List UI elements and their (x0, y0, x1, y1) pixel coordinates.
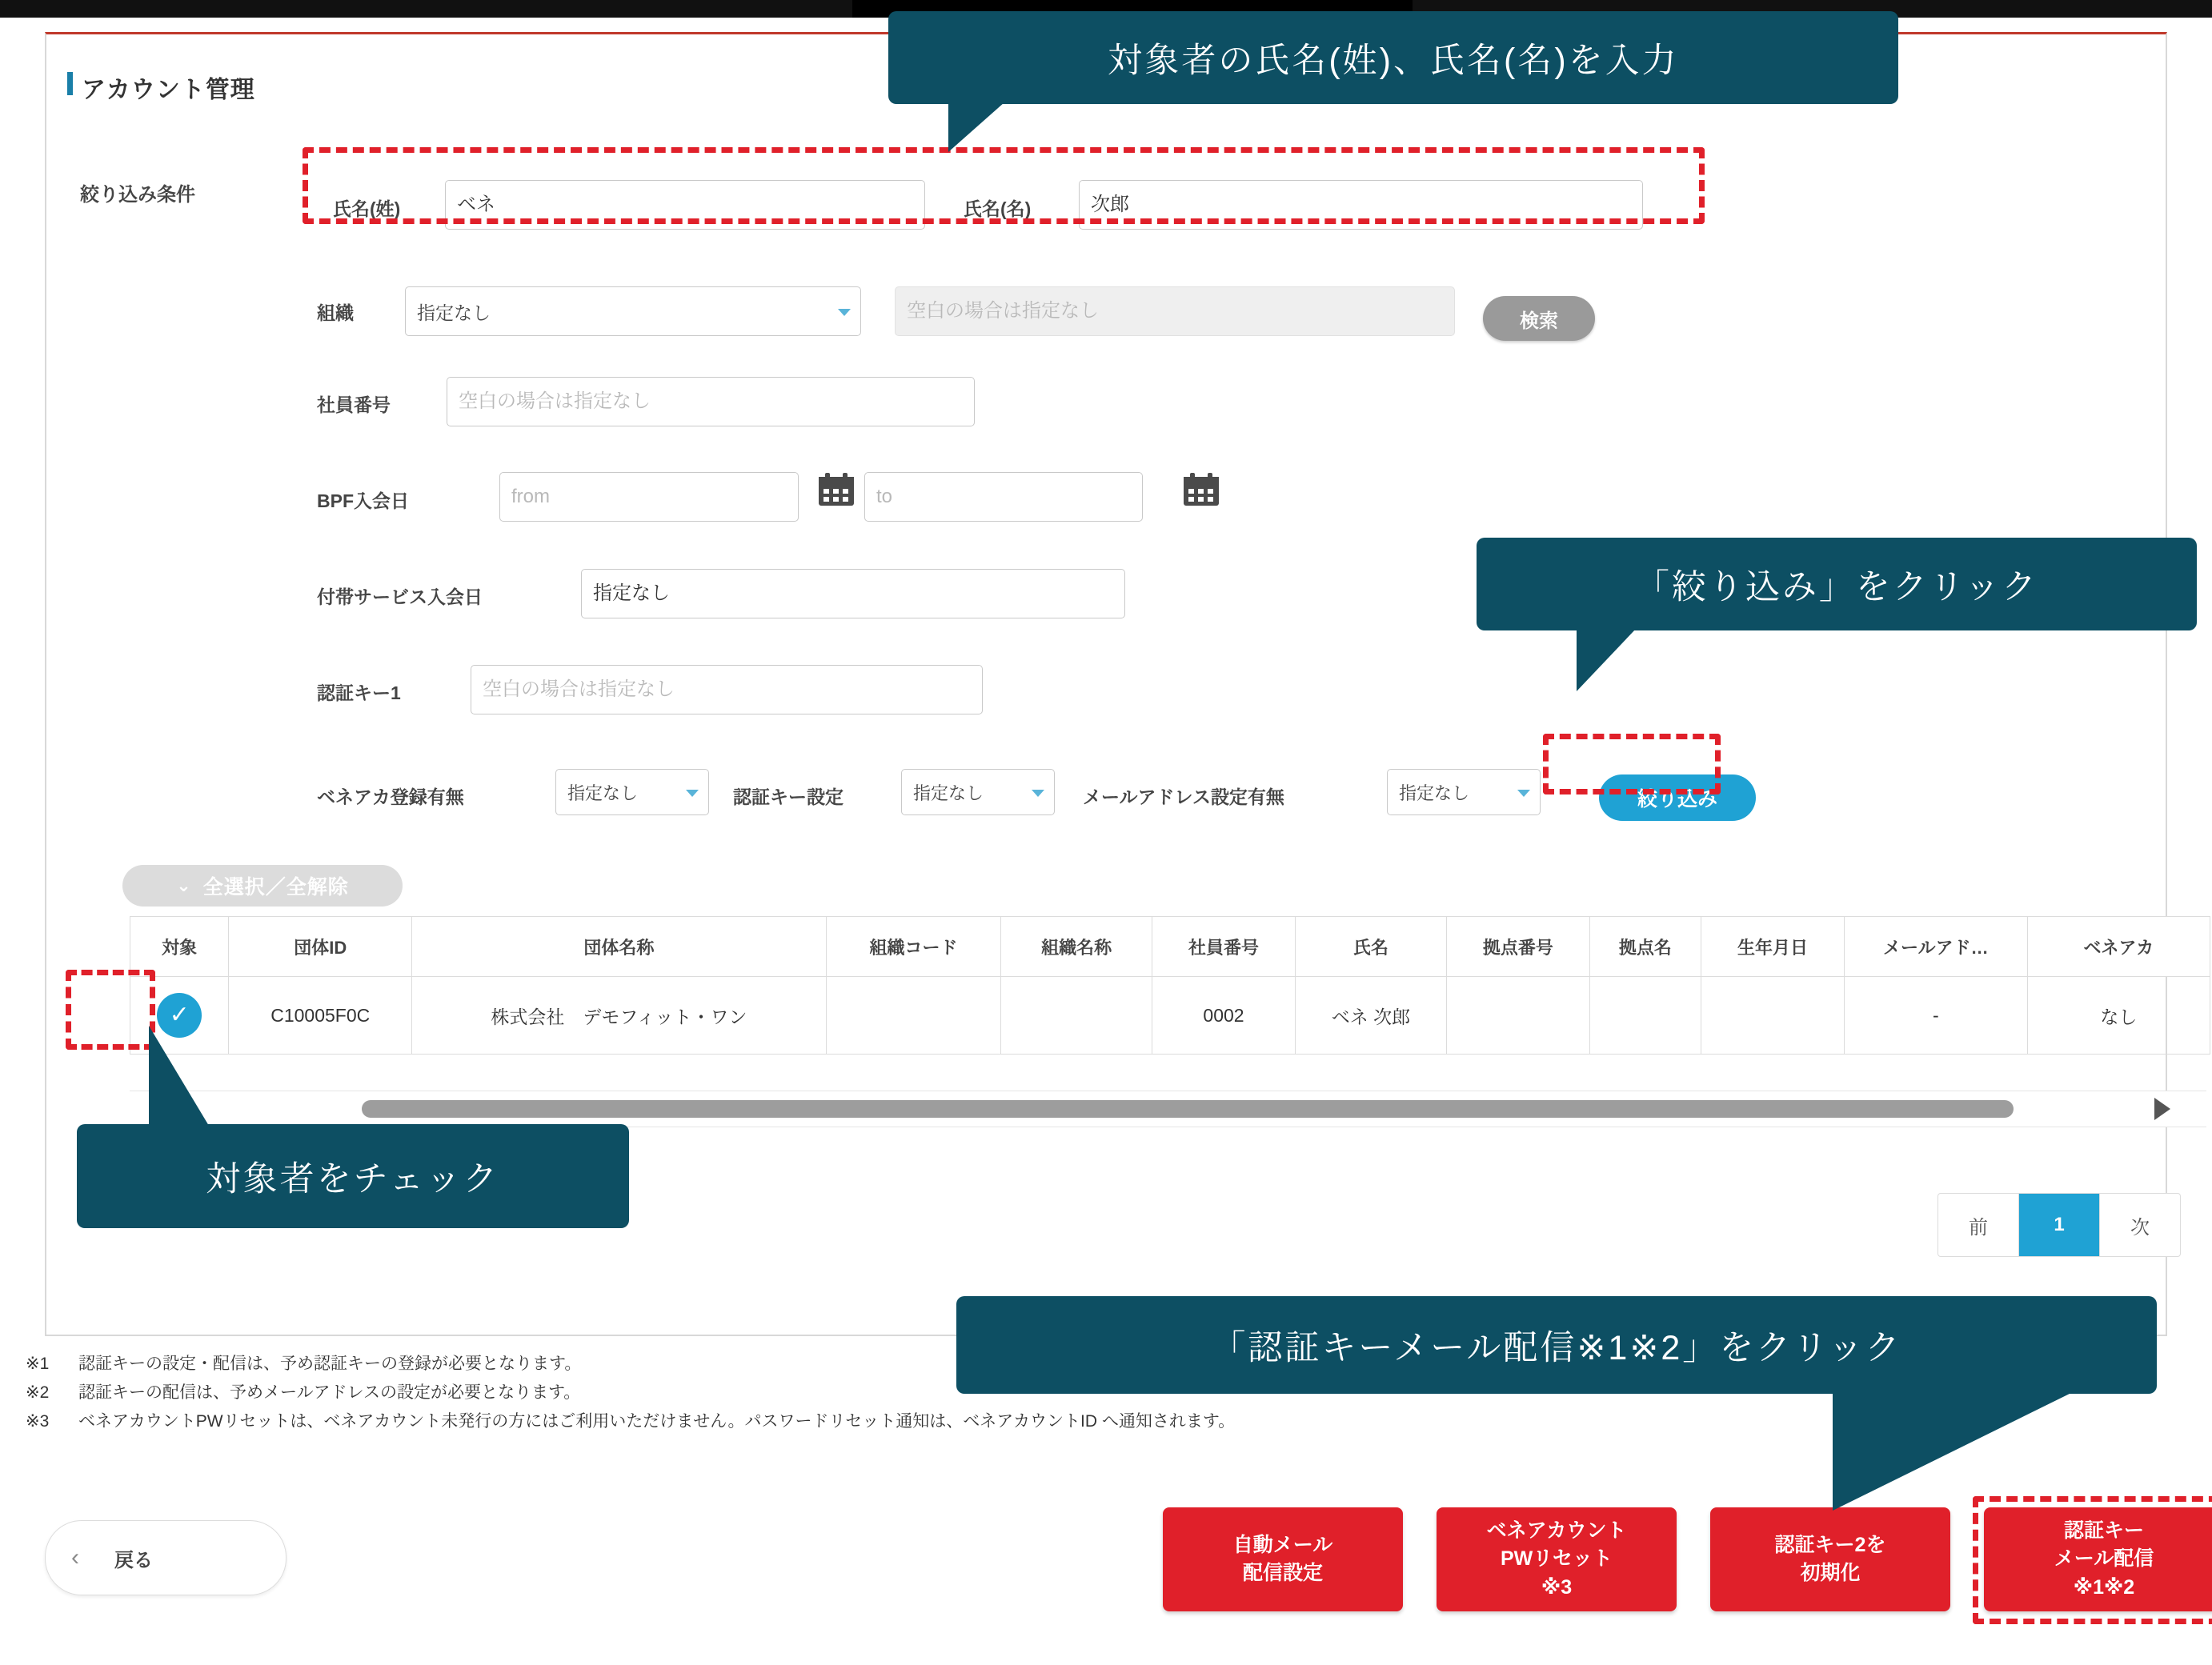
cell-group-name: 株式会社 デモフィット・ワン (412, 977, 827, 1055)
first-name-input[interactable]: 次郎 (1079, 180, 1643, 230)
callout-enter-name-tail (948, 102, 1004, 152)
auth-key-setting-select[interactable] (901, 769, 1055, 815)
last-name-input[interactable]: ベネ (445, 180, 925, 230)
org-text-input[interactable]: 空白の場合は指定なし (895, 286, 1455, 336)
col-org-name: 組織名称 (1001, 917, 1152, 977)
auth-key2-init-line1: 認証キー2を (1774, 1533, 1886, 1556)
col-base-no: 拠点番号 (1446, 917, 1589, 977)
cell-birthday (1701, 977, 1845, 1055)
auth-key1-input[interactable]: 空白の場合は指定なし (471, 665, 983, 714)
last-name-label: 氏名(姓) (333, 198, 401, 219)
col-name: 氏名 (1295, 917, 1446, 977)
callout-click-narrow-tail (1577, 629, 1636, 691)
scroll-right-arrow-icon[interactable] (2154, 1098, 2170, 1120)
service-join-date-input[interactable]: 指定なし (581, 569, 1125, 618)
auth-key-mail-send-line2: メール配信 (2054, 1547, 2154, 1571)
benesse-reg-value: 指定なし (567, 782, 639, 803)
calendar-icon-to[interactable] (1183, 473, 1220, 506)
first-name-label: 氏名(名) (964, 198, 1032, 219)
cell-name: ベネ 次郎 (1295, 977, 1446, 1055)
cell-mail: - (1844, 977, 2027, 1055)
col-emp-no: 社員番号 (1152, 917, 1296, 977)
callout-check-target: 対象者をチェック (77, 1124, 629, 1228)
footnote-1-text: 認証キーの設定・配信は、予め認証キーの登録が必要となります。 (78, 1355, 582, 1373)
table-horizontal-scrollbar[interactable] (130, 1091, 2206, 1127)
callout-check-target-tail (149, 1026, 211, 1130)
row-checkbox-checked-icon[interactable]: ✓ (157, 993, 202, 1038)
auto-mail-setting-line1: 自動メール (1232, 1533, 1333, 1556)
footnote-2-text: 認証キーの配信は、予めメールアドレスの設定が必要となります。 (78, 1383, 581, 1403)
org-select[interactable] (405, 286, 861, 336)
footnote-1-mark: ※1 (26, 1355, 50, 1373)
auto-mail-setting-line2: 配信設定 (1242, 1562, 1323, 1584)
table-header-row (130, 917, 2210, 977)
narrow-down-button[interactable]: 絞り込み (1599, 774, 1756, 821)
benesse-pw-reset-line3: ※3 (1541, 1575, 1573, 1599)
callout-enter-name: 対象者の氏名(姓)、氏名(名)を入力 (888, 11, 1898, 104)
auth-key1-label: 認証キー1 (317, 682, 401, 703)
back-button-label: 戻る (114, 1549, 153, 1571)
col-org-code: 組織コード (826, 917, 1001, 977)
chevron-left-icon: ‹ (71, 1544, 79, 1571)
filter-section-label: 絞り込み条件 (80, 184, 195, 206)
result-table (130, 916, 2210, 1055)
search-button[interactable]: 検索 (1483, 296, 1595, 341)
mail-setting-label: メールアドレス設定有無 (1083, 786, 1284, 807)
footnote-3 (26, 1407, 1235, 1436)
pagination-next[interactable]: 次 (2130, 1216, 2150, 1239)
bpf-to-input[interactable]: to (864, 472, 1143, 522)
col-mail: メールアド… (1844, 917, 2027, 977)
cell-base-no (1446, 977, 1589, 1055)
page-title: アカウント管理 (82, 70, 255, 105)
employee-no-label: 社員番号 (317, 394, 391, 415)
auth-key2-init-line2: 初期化 (1800, 1562, 1861, 1584)
result-table-wrapper (130, 916, 2210, 1060)
service-join-date-label: 付帯サービス入会日 (317, 586, 483, 607)
col-birthday: 生年月日 (1701, 917, 1845, 977)
cell-org-name (1001, 977, 1152, 1055)
callout-click-auth-key-mail: 「認証キーメール配信※1※2」をクリック (956, 1296, 2157, 1394)
cell-benesse: なし (2027, 977, 2210, 1055)
footnote-3-mark: ※3 (26, 1412, 50, 1431)
cell-org-code (826, 977, 1001, 1055)
col-group-name: 団体名称 (412, 917, 827, 977)
pagination[interactable] (1938, 1193, 2181, 1257)
benesse-pw-reset-line1: ベネアカウント (1486, 1519, 1627, 1542)
cell-emp-no: 0002 (1152, 977, 1296, 1055)
benesse-pw-reset-button[interactable] (1437, 1507, 1677, 1611)
bpf-join-date-label: BPF入会日 (317, 490, 409, 511)
auto-mail-setting-button[interactable] (1163, 1507, 1403, 1611)
org-label: 組織 (317, 302, 354, 323)
callout-click-narrow: 「絞り込み」をクリック (1477, 538, 2197, 630)
chevron-down-icon (1517, 790, 1530, 797)
cell-group-id: C10005F0C (229, 977, 412, 1055)
select-all-label: 全選択／全解除 (202, 876, 349, 899)
pagination-prev[interactable]: 前 (1938, 1194, 2019, 1256)
benesse-reg-label: ベネアカ登録有無 (317, 786, 464, 807)
callout-click-auth-key-mail-tail (1833, 1392, 2073, 1511)
pagination-page-1[interactable]: 1 (2019, 1194, 2100, 1256)
col-benesse: ベネアカ (2027, 917, 2210, 977)
footnote-3-text: ベネアカウントPWリセットは、ベネアカウント未発行の方にはご利用いただけません。パスワードリセット通知は、ベネアカウントID へ通知されます。 (78, 1412, 1236, 1431)
bpf-from-input[interactable]: from (499, 472, 799, 522)
cell-base-name (1589, 977, 1701, 1055)
chevron-down-icon (1032, 790, 1044, 797)
select-all-toggle[interactable] (122, 865, 403, 907)
auth-key-mail-send-button[interactable] (1984, 1507, 2212, 1611)
footnote-2-mark: ※2 (26, 1383, 50, 1403)
col-base-name: 拠点名 (1589, 917, 1701, 977)
scrollbar-thumb[interactable] (362, 1100, 2014, 1118)
chevron-down-icon (838, 309, 851, 316)
auth-key2-init-button[interactable] (1710, 1507, 1950, 1611)
auth-key-mail-send-line3: ※1※2 (2073, 1575, 2135, 1599)
auth-key-setting-value: 指定なし (913, 782, 984, 803)
benesse-reg-select[interactable] (555, 769, 709, 815)
chevron-down-icon (686, 790, 699, 797)
back-button[interactable] (45, 1520, 287, 1595)
auth-key-mail-send-line1: 認証キー (2063, 1519, 2144, 1542)
employee-no-input[interactable]: 空白の場合は指定なし (447, 377, 975, 426)
col-group-id: 団体ID (229, 917, 412, 977)
calendar-icon-from[interactable] (818, 473, 855, 506)
auth-key-setting-label: 認証キー設定 (733, 786, 844, 807)
col-target: 対象 (130, 917, 229, 977)
chevron-down-icon: ⌄ (176, 875, 192, 895)
mail-setting-select[interactable] (1387, 769, 1541, 815)
mail-setting-value: 指定なし (1399, 782, 1470, 803)
org-select-value: 指定なし (417, 302, 491, 323)
table-row[interactable] (130, 977, 2210, 1055)
benesse-pw-reset-line2: PWリセット (1500, 1547, 1613, 1571)
